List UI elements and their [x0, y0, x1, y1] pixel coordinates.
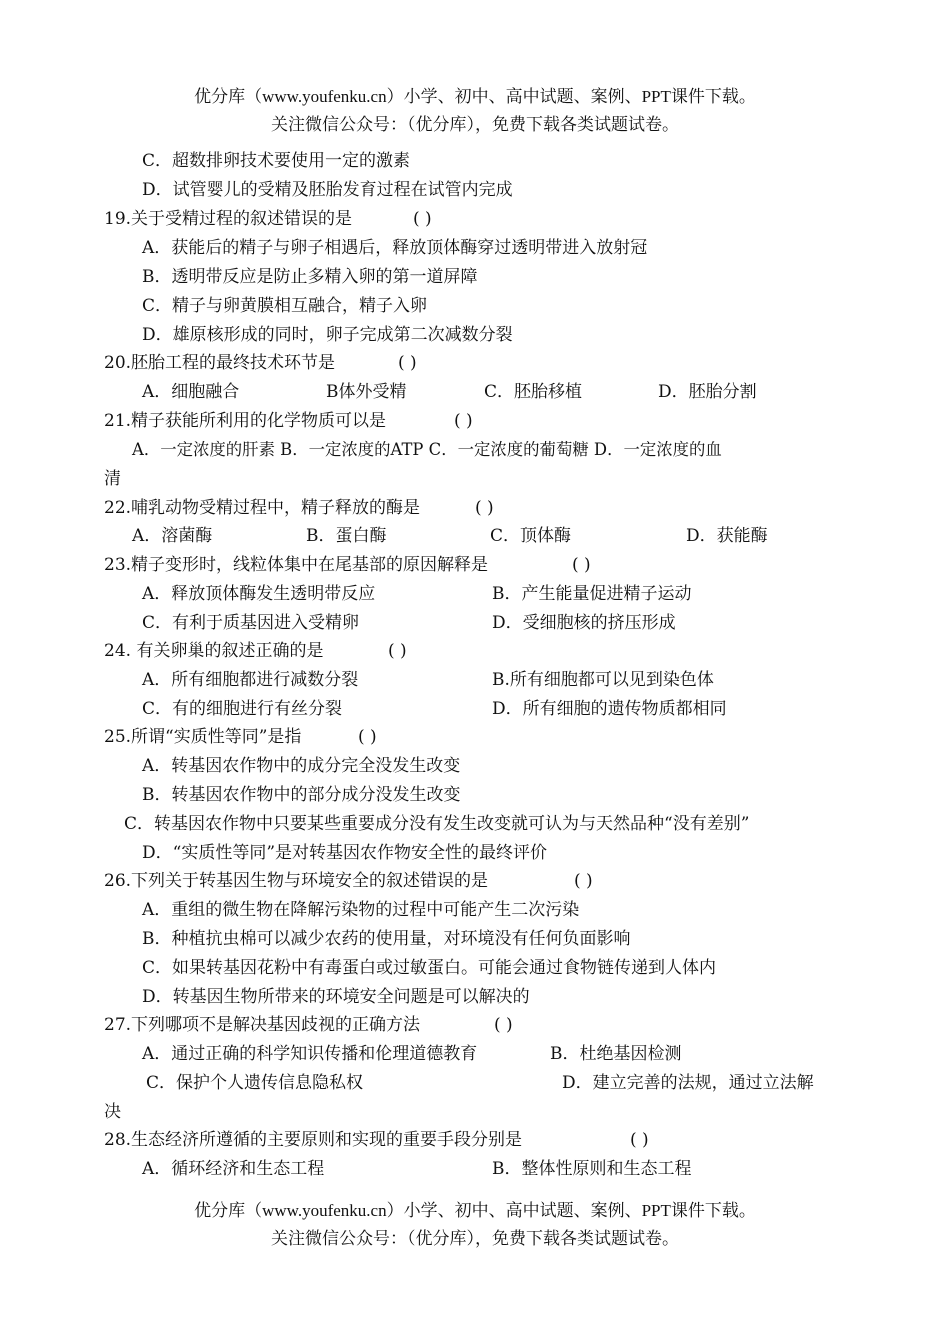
- q21-options-continued: 清: [104, 469, 121, 489]
- q23-option-d: D．受细胞核的挤压形成: [492, 613, 676, 633]
- q23-answer-paren: ( ): [572, 555, 591, 575]
- q19-option-b: B．透明带反应是防止多精入卵的第一道屏障: [142, 267, 478, 287]
- q24-option-b: B.所有细胞都可以见到染色体: [492, 670, 714, 690]
- q20-answer-paren: ( ): [398, 353, 417, 373]
- q23-option-b: B．产生能量促进精子运动: [492, 584, 692, 604]
- q24-option-c: C．有的细胞进行有丝分裂: [142, 699, 343, 719]
- q26-option-a: A．重组的微生物在降解污染物的过程中可能产生二次污染: [142, 900, 580, 920]
- q21-options: A．一定浓度的肝素 B．一定浓度的ATP C．一定浓度的葡萄糖 D．一定浓度的血: [132, 440, 722, 459]
- q26-option-b: B．种植抗虫棉可以减少农药的使用量，对环境没有任何负面影响: [142, 929, 631, 949]
- q26-option-c: C．如果转基因花粉中有毒蛋白或过敏蛋白。可能会通过食物链传递到人体内: [142, 958, 717, 978]
- q20-option-c: C．胚胎移植: [484, 382, 583, 402]
- q22-option-a: A．溶菌酶: [132, 526, 213, 546]
- q19-stem: 19.关于受精过程的叙述错误的是: [104, 209, 353, 229]
- footer-line-1: 优分库（www.youfenku.cn）小学、初中、高中试题、案例、PPT课件下载。: [194, 1201, 756, 1220]
- header-line-1: 优分库（www.youfenku.cn）小学、初中、高中试题、案例、PPT课件下载。: [194, 87, 756, 106]
- q27-option-c: C．保护个人遗传信息隐私权: [146, 1073, 364, 1093]
- q25-option-a: A．转基因农作物中的成分完全没发生改变: [142, 756, 461, 776]
- q22-option-d: D．获能酶: [686, 526, 768, 546]
- q23-option-a: A．释放顶体酶发生透明带反应: [142, 584, 376, 604]
- q27-option-a: A．通过正确的科学知识传播和伦理道德教育: [142, 1044, 478, 1064]
- q21-answer-paren: ( ): [454, 411, 473, 431]
- q22-option-c: C．顶体酶: [490, 526, 572, 546]
- q23-stem: 23.精子变形时，线粒体集中在尾基部的原因解释是: [104, 555, 489, 575]
- q19-option-a: A．获能后的精子与卵子相遇后，释放顶体酶穿过透明带进入放射冠: [142, 238, 648, 258]
- q20-stem: 20.胚胎工程的最终技术环节是: [104, 353, 336, 373]
- q22-answer-paren: ( ): [475, 498, 494, 518]
- q25-stem: 25.所谓“实质性等同”是指: [104, 727, 302, 747]
- q18-option-d: D．试管婴儿的受精及胚胎发育过程在试管内完成: [142, 180, 513, 200]
- q23-option-c: C．有利于质基因进入受精卵: [142, 613, 360, 633]
- q27-option-d-continued: 决: [104, 1102, 121, 1122]
- q19-option-d: D．雄原核形成的同时，卵子完成第二次减数分裂: [142, 325, 513, 345]
- q28-option-a: A．循环经济和生态工程: [142, 1159, 325, 1179]
- q25-answer-paren: ( ): [358, 727, 377, 747]
- q26-option-d: D．转基因生物所带来的环境安全问题是可以解决的: [142, 987, 530, 1007]
- q19-answer-paren: ( ): [413, 209, 432, 229]
- q24-option-a: A．所有细胞都进行减数分裂: [142, 670, 359, 690]
- q27-stem: 27.下列哪项不是解决基因歧视的正确方法: [104, 1015, 421, 1035]
- q28-option-b: B．整体性原则和生态工程: [492, 1159, 692, 1179]
- q25-option-d: D．“实质性等同”是对转基因农作物安全性的最终评价: [142, 843, 548, 863]
- q27-option-d: D．建立完善的法规，通过立法解: [562, 1073, 814, 1093]
- q25-option-c: C．转基因农作物中只要某些重要成分没有发生改变就可认为与天然品种“没有差别”: [124, 814, 750, 834]
- q21-stem: 21.精子获能所利用的化学物质可以是: [104, 411, 387, 431]
- q26-answer-paren: ( ): [574, 871, 593, 891]
- q22-option-b: B．蛋白酶: [306, 526, 387, 546]
- q20-option-b: B体外受精: [326, 382, 407, 402]
- q26-stem: 26.下列关于转基因生物与环境安全的叙述错误的是: [104, 871, 489, 891]
- footer-line-2: 关注微信公众号：（优分库），免费下载各类试题试卷。: [271, 1229, 679, 1248]
- q28-stem: 28.生态经济所遵循的主要原则和实现的重要手段分别是: [104, 1130, 523, 1150]
- q20-option-a: A．细胞融合: [142, 382, 240, 402]
- q19-option-c: C．精子与卵黄膜相互融合，精子入卵: [142, 296, 428, 316]
- q24-option-d: D．所有细胞的遗传物质都相同: [492, 699, 727, 719]
- q28-answer-paren: ( ): [630, 1130, 649, 1150]
- header-line-2: 关注微信公众号：（优分库），免费下载各类试题试卷。: [271, 115, 679, 134]
- q24-stem: 24. 有关卵巢的叙述正确的是: [104, 641, 324, 661]
- q27-answer-paren: ( ): [494, 1015, 513, 1035]
- q22-stem: 22.哺乳动物受精过程中，精子释放的酶是: [104, 498, 421, 518]
- q25-option-b: B．转基因农作物中的部分成分没发生改变: [142, 785, 461, 805]
- q24-answer-paren: ( ): [388, 641, 407, 661]
- q18-option-c: C．超数排卵技术要使用一定的激素: [142, 151, 411, 171]
- q27-option-b: B．杜绝基因检测: [550, 1044, 682, 1064]
- q20-option-d: D．胚胎分割: [658, 382, 757, 402]
